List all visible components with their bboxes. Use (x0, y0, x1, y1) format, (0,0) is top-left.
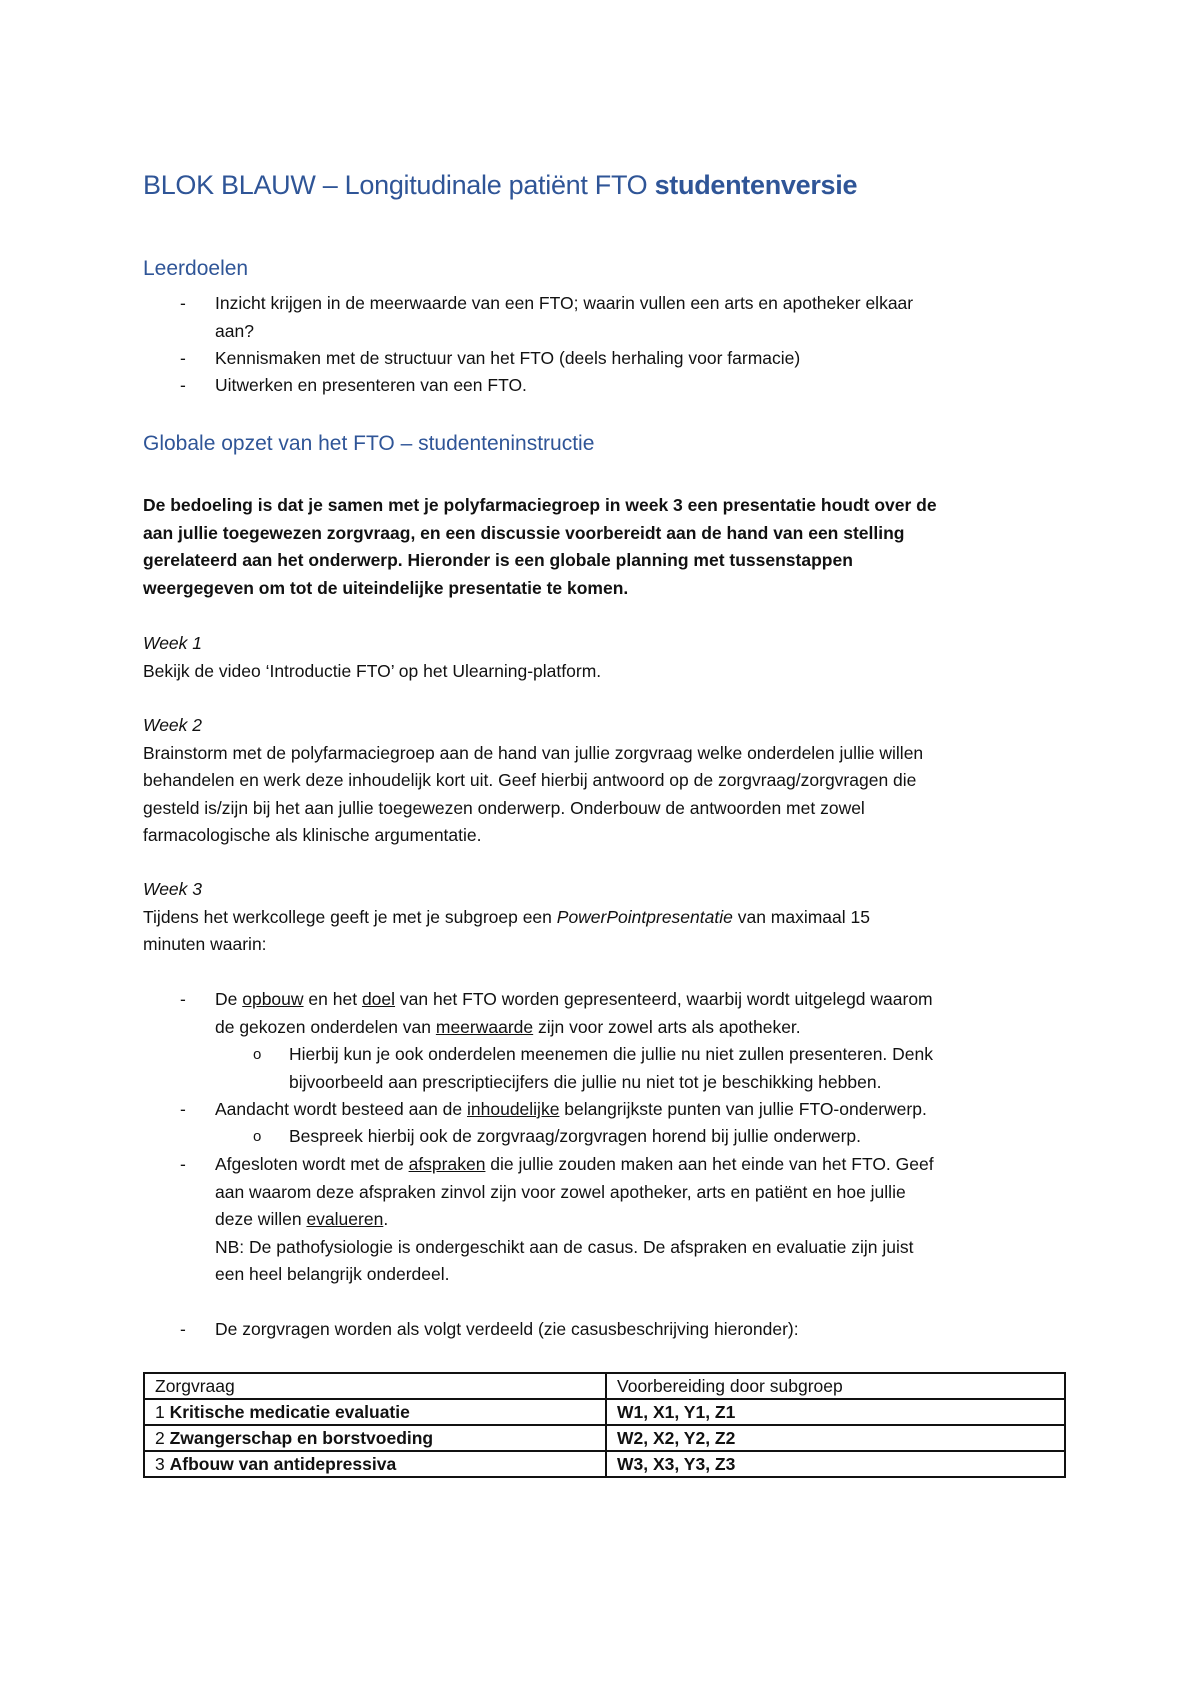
table-cell: 2 Zwangerschap en borstvoeding (144, 1425, 606, 1451)
list-item: - Uitwerken en presenteren van een FTO. (180, 375, 527, 395)
week3-label: Week 3 (143, 879, 203, 899)
table-cell: 1 Kritische medicatie evaluatie (144, 1399, 606, 1425)
table-row (144, 1399, 1065, 1425)
list-item: - Inzicht krijgen in de meerwaarde van een FTO; waarin vullen een arts en apotheker elkaar aan? (180, 293, 914, 341)
intro-paragraph: De bedoeling is dat je samen met je polyfarmaciegroep in week 3 een presentatie houdt over de aan jullie toegewezen zorgvraag, en een discussie voorbereidt aan de hand van een stelling gerelateerd aan het onderwerp. Hieronder is een globale planning met tussenstappen weergegeven om tot de uiteindelijke presentatie te komen. (143, 495, 937, 598)
week1-label: Week 1 (143, 633, 203, 653)
list-item: - Afgesloten wordt met de afspraken die jullie zouden maken aan het einde van het FTO. Geef aan waarom deze afspraken zinvol zijn voor zowel apotheker, arts en patiënt en hoe jullie deze willen evalueren. NB: De pathofysiologie is ondergeschikt aan de casus. De afspraken en evaluatie zijn juist een heel belangrijk onderdeel. (180, 1154, 934, 1284)
table-cell: W3, X3, Y3, Z3 (606, 1451, 1065, 1477)
list-item: o Bespreek hierbij ook de zorgvraag/zorgvragen horend bij jullie onderwerp. (253, 1126, 861, 1146)
zorgvraag-table (143, 1372, 1066, 1478)
table-row (144, 1425, 1065, 1451)
list-item: - Aandacht wordt besteed aan de inhoudelijke belangrijkste punten van jullie FTO-onderwerp. (180, 1099, 927, 1119)
list-item: - De zorgvragen worden als volgt verdeeld (zie casusbeschrijving hieronder): (180, 1319, 799, 1339)
week1-section: Week 1 Bekijk de video ‘Introductie FTO’ op het Ulearning-platform. (143, 633, 602, 681)
table-cell: W2, X2, Y2, Z2 (606, 1425, 1065, 1451)
table-cell: W1, X1, Y1, Z1 (606, 1399, 1065, 1425)
document-title: BLOK BLAUW – Longitudinale patiënt FTO studentenversie (143, 170, 858, 200)
list-item: - De opbouw en het doel van het FTO worden gepresenteerd, waarbij wordt uitgelegd waarom de gekozen onderdelen van meerwaarde zijn voor zowel arts als apotheker. (180, 989, 933, 1037)
list-item: - Kennismaken met de structuur van het FTO (deels herhaling voor farmacie) (180, 348, 801, 368)
table-header-cell: Voorbereiding door subgroep (606, 1373, 1065, 1399)
list-item: o Hierbij kun je ook onderdelen meenemen die jullie nu niet zullen presenteren. Denk bijvoorbeeld aan prescriptiecijfers die jullie nu niet tot je beschikking hebben. (253, 1044, 934, 1092)
week2-label: Week 2 (143, 715, 203, 735)
table-header-cell: Zorgvraag (144, 1373, 606, 1399)
table-row (144, 1451, 1065, 1477)
table-cell: 3 Afbouw van antidepressiva (144, 1451, 606, 1477)
opzet-heading: Globale opzet van het FTO – studenteninstructie (143, 432, 595, 455)
week3-section: Week 3 Tijdens het werkcollege geeft je met je subgroep een PowerPointpresentatie van maximaal 15 minuten waarin: (143, 879, 870, 954)
leerdoelen-heading: Leerdoelen (143, 257, 249, 280)
table-header-row (144, 1373, 1065, 1399)
week2-section: Week 2 Brainstorm met de polyfarmaciegroep aan de hand van jullie zorgvraag welke onderdelen jullie willen behandelen en werk deze inhoudelijk kort uit. Geef hierbij antwoord op de zorgvraag/zorgvragen die gesteld is/zijn bij het aan jullie toegewezen onderwerp. Onderbouw de antwoorden met zowel farmacologische als klinische argumentatie. (143, 715, 924, 845)
nb-note: NB: De pathofysiologie is ondergeschikt aan de casus. De afspraken en evaluatie zijn juist (215, 1236, 914, 1257)
